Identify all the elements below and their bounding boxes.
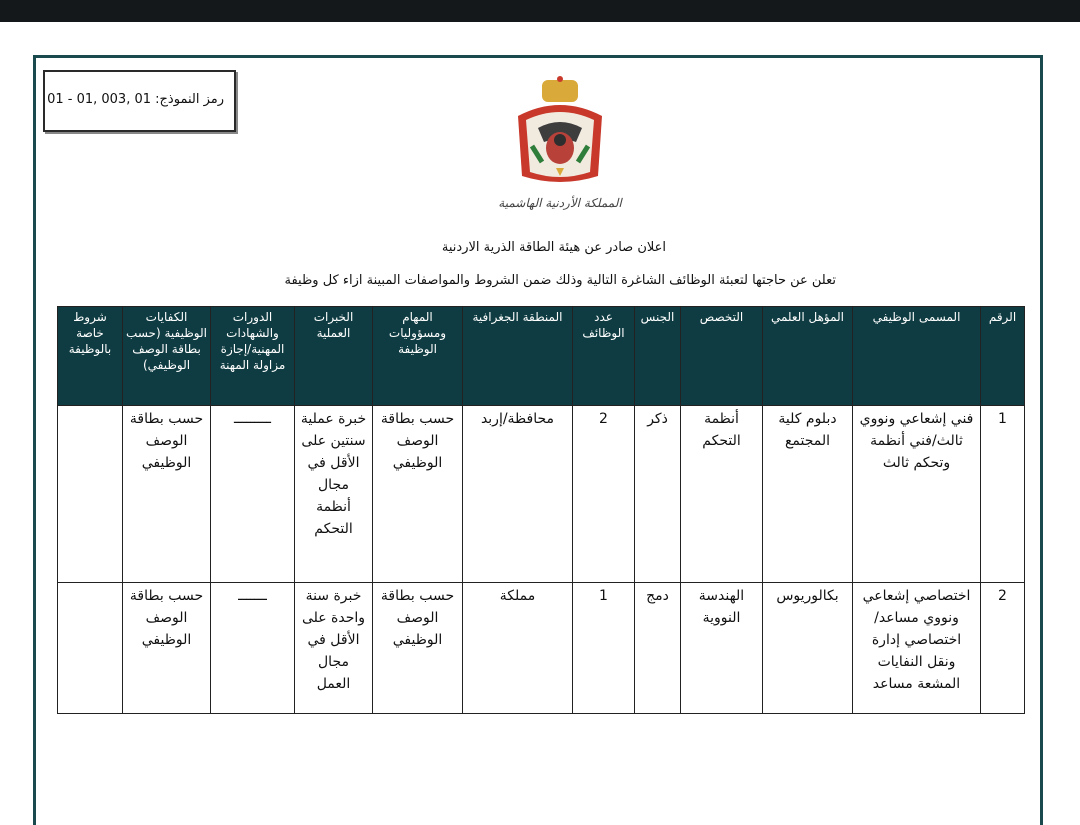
- table-cell: ـــــــ: [211, 583, 295, 714]
- table-cell: خبرة عملية سنتين على الأقل في مجال أنظمة التحكم: [295, 406, 373, 583]
- table-cell: بكالوريوس: [763, 583, 853, 714]
- emblem-caption: المملكة الأردنية الهاشمية: [498, 196, 622, 210]
- table-cell: دمج: [635, 583, 681, 714]
- header-cell: الخبرات العملية: [295, 307, 373, 406]
- header-cell: شروط خاصة بالوظيفة: [58, 307, 123, 406]
- table-cell: 2: [981, 583, 1025, 714]
- table-cell: محافظة/إربد: [463, 406, 573, 583]
- header-cell: المنطقة الجغرافية: [463, 307, 573, 406]
- header-cell: الكفايات الوظيفية (حسب بطاقة الوصف الوظيفي): [123, 307, 211, 406]
- table-cell: فني إشعاعي ونووي ثالث/فني أنظمة وتحكم ثالث: [853, 406, 981, 583]
- table-cell: 1: [573, 583, 635, 714]
- table-cell: دبلوم كلية المجتمع: [763, 406, 853, 583]
- table-cell: [58, 583, 123, 714]
- table-cell: الهندسة النووية: [681, 583, 763, 714]
- header-cell: عدد الوظائف: [573, 307, 635, 406]
- table-cell: 1: [981, 406, 1025, 583]
- table-cell: حسب بطاقة الوصف الوظيفي: [123, 583, 211, 714]
- table-cell: 2: [573, 406, 635, 583]
- table-row: [58, 583, 1025, 714]
- announcement-subtitle: تعلن عن حاجتها لتعبئة الوظائف الشاغرة التالية وذلك ضمن الشروط والمواصفات المبينة ازاء كل وظيفة: [284, 273, 836, 288]
- table-cell: أنظمة التحكم: [681, 406, 763, 583]
- form-code: رمز النموذج: 01 ,003 ,01 - 01: [47, 92, 224, 107]
- header-cell: المؤهل العلمي: [763, 307, 853, 406]
- table-cell: خبرة سنة واحدة على الأقل في مجال العمل: [295, 583, 373, 714]
- header-cell: المهام ومسؤوليات الوظيفة: [373, 307, 463, 406]
- table-cell: مملكة: [463, 583, 573, 714]
- table-cell: [58, 406, 123, 583]
- table-header-row: [58, 307, 1025, 406]
- coat-of-arms-emblem: [512, 76, 608, 188]
- table-cell: ذكر: [635, 406, 681, 583]
- table-cell: اختصاصي إشعاعي ونووي مساعد/اختصاصي إدارة ونقل النفايات المشعة مساعد: [853, 583, 981, 714]
- header-cell: الرقم: [981, 307, 1025, 406]
- header-cell: الدورات والشهادات المهنية/إجازة مزاولة المهنة: [211, 307, 295, 406]
- header-cell: المسمى الوظيفي: [853, 307, 981, 406]
- header-cell: الجنس: [635, 307, 681, 406]
- table-cell: حسب بطاقة الوصف الوظيفي: [123, 406, 211, 583]
- table-cell: ـــــــــ: [211, 406, 295, 583]
- table-row: [58, 406, 1025, 583]
- form-code-box: [43, 70, 236, 132]
- announcement-title: اعلان صادر عن هيئة الطاقة الذرية الاردنية: [441, 240, 666, 255]
- header-cell: التخصص: [681, 307, 763, 406]
- top-bar: [0, 0, 1080, 22]
- jobs-table: [57, 306, 1025, 714]
- table-cell: حسب بطاقة الوصف الوظيفي: [373, 583, 463, 714]
- table-cell: حسب بطاقة الوصف الوظيفي: [373, 406, 463, 583]
